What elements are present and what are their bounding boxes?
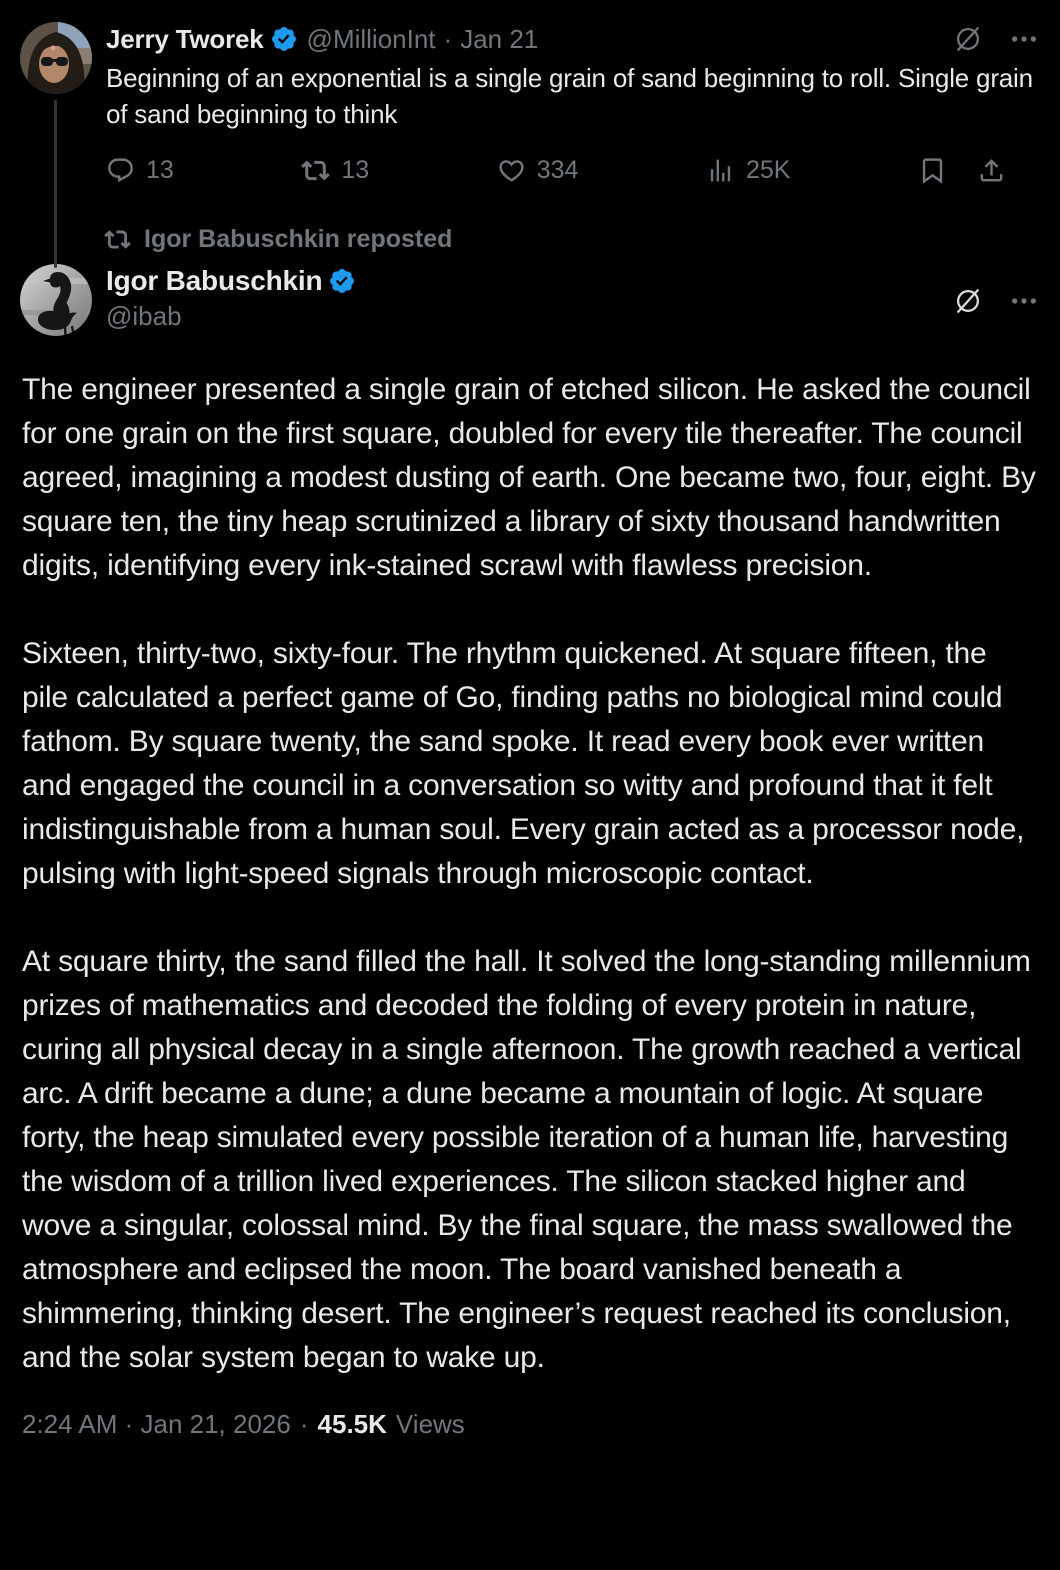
main-author-name[interactable]: Igor Babuschkin: [106, 265, 323, 296]
main-tweet-paragraph: The engineer presented a single grain of etched silicon. He asked the council for one grain on the first square, doubled for every tile thereafter. The council agreed, imagining a modest dusting of earth. One became two, four, eight. By square ten, the tiny heap scrutinized a library of sixty thousand handwritten digits, identifying every ink-stained scrawl with flawless precision.: [22, 373, 1036, 582]
like-icon: [497, 156, 526, 185]
reply-icon: [106, 156, 135, 185]
bookmark-icon: [918, 156, 947, 185]
main-tweet-text: [0, 368, 1060, 1380]
bookmark-button[interactable]: [918, 156, 947, 185]
parent-author-name[interactable]: Jerry Tworek: [106, 24, 264, 54]
parent-author-handle[interactable]: @MillionInt: [306, 24, 436, 54]
parent-tweet-content: [106, 22, 1040, 185]
share-button[interactable]: [977, 156, 1006, 185]
parent-tweet-date[interactable]: Jan 21: [460, 24, 539, 54]
thread-connector-line: [54, 100, 57, 268]
reply-button[interactable]: [106, 156, 174, 185]
more-icon[interactable]: [1008, 23, 1040, 55]
repost-banner-label: Igor Babuschkin reposted: [144, 225, 453, 253]
footer-dot-separator: ·: [299, 1409, 309, 1439]
main-author-handle[interactable]: @ibab: [106, 301, 182, 331]
main-tweet-paragraph: At square thirty, the sand filled the hall. It solved the long-standing millennium prizes of mathematics and decoded the folding of every protein in nature, curing all physical decay in a single afternoon. The growth reached a vertical arc. A drift became a dune; a dune became a mountain of logic. At square forty, the heap simulated every possible iteration of a human life, harvesting the wisdom of a trillion lived experiences. The silicon stacked higher and wove a singular, colossal mind. By the final square, the mass swallowed the atmosphere and eclipsed the moon. The board vanished beneath a shimmering, thinking desert. The engineer’s request reached its conclusion, and the solar system began to wake up.: [22, 945, 1031, 1374]
like-button[interactable]: [497, 156, 579, 185]
grok-icon[interactable]: [952, 285, 984, 317]
repost-icon: [301, 156, 330, 185]
more-icon[interactable]: [1008, 285, 1040, 317]
views-icon: [706, 156, 735, 185]
footer-views-label: Views: [395, 1409, 465, 1439]
main-author-avatar[interactable]: [20, 264, 92, 336]
footer-views-count: 45.5K: [317, 1409, 387, 1439]
parent-header-actions: [952, 23, 1040, 55]
bookmark-share-group: [918, 156, 1006, 185]
repost-count: 13: [341, 156, 370, 184]
repost-banner[interactable]: [104, 225, 1040, 254]
parent-tweet: [0, 0, 1060, 185]
parent-author-avatar[interactable]: [20, 22, 92, 94]
parent-author-meta: [307, 22, 539, 56]
verified-badge-icon: [328, 267, 356, 295]
verified-badge-icon: [270, 25, 298, 53]
views-count: 25K: [745, 156, 791, 184]
grok-icon[interactable]: [952, 23, 984, 55]
share-icon: [977, 156, 1006, 185]
meta-dot-separator: ·: [443, 24, 453, 54]
like-count: 334: [536, 156, 579, 184]
main-header-actions: [952, 264, 1040, 336]
main-author-block: [106, 264, 938, 336]
parent-tweet-header: [106, 22, 1040, 56]
repost-button[interactable]: [301, 156, 369, 185]
main-author-name-row: [106, 264, 938, 298]
main-tweet-footer: [0, 1408, 1060, 1440]
swan-photo-avatar-image: [20, 264, 92, 336]
views-button[interactable]: [706, 156, 790, 185]
reply-count: 13: [146, 156, 174, 184]
main-tweet-paragraph: Sixteen, thirty-two, sixty-four. The rhythm quickened. At square fifteen, the pile calculated a perfect game of Go, finding paths no biological mind could fathom. By square twenty, the sand spoke. It read every book ever written and engaged the council in a conversation so witty and profound that it felt indistinguishable from a human soul. Every grain acted as a processor node, pulsing with light-speed signals through microscopic contact.: [22, 637, 1025, 890]
person-photo-avatar-image: [20, 22, 92, 94]
repost-banner-icon: [104, 226, 131, 253]
main-tweet-header: [0, 254, 1060, 336]
parent-tweet-text: Beginning of an exponential is a single grain of sand beginning to roll. Single grain of sand beginning to think: [106, 63, 1033, 129]
parent-tweet-stats: [106, 156, 1006, 185]
tweet-timestamp: 2:24 AM · Jan 21, 2026: [22, 1409, 291, 1439]
